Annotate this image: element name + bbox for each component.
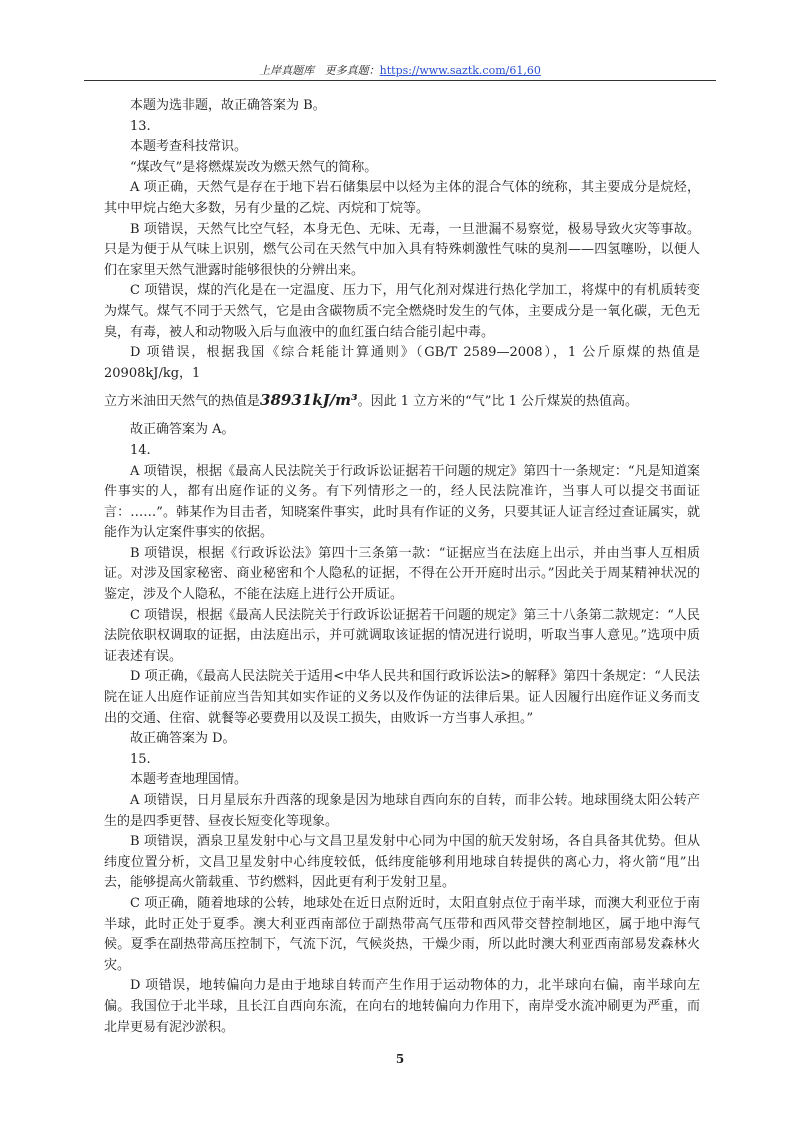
paragraph: D 项错误，地转偏向力是由于地球自转而产生作用于运动物体的力，北半球向右偏，南半球向左偏。我国位于北半球，且长江自西向东流，在向右的地转偏向力作用下，南岸受水流冲刷更为严重，而北岸更易有泥沙淤积。 [104,978,700,1035]
paragraph: A 项错误，日月星辰东升西落的现象是因为地球自西向东的自转，而非公转。地球围绕太阳公转产生的是四季更替、昼夜长短变化等现象。 [104,793,700,829]
paragraph: D 项错误，根据我国《综合耗能计算通则》（GB/T 2589—2008），1 公斤原煤的热值是 20908kJ/kg，1 [104,345,700,381]
paragraph: B 项错误，天然气比空气轻，本身无色、无味、无毒，一旦泄漏不易察觉，极易导致火灾等事故。只是为便于从气味上识别，燃气公司在天然气中加入具有特殊刺激性气味的臭剂——四氢噻吩，以便人们在家里天然气泄露时能够很快的分辨出来。 [104,221,700,278]
page-number: 5 [395,1052,405,1066]
paragraph: C 项错误，根据《最高人民法院关于行政诉讼证据若干问题的规定》第三十八条第二款规定：“人民法院依职权调取的证据，由法庭出示，并可就调取该证据的情况进行说明，听取当事人意见。”选项中质证表述有误。 [104,607,700,664]
paragraph: B 项错误，酒泉卫星发射中心与文昌卫星发射中心同为中国的航天发射场，各自具备其优势。但从纬度位置分析，文昌卫星发射中心纬度较低，低纬度能够利用地球自转提供的离心力，将火箭“甩”出去，能够提高火箭载重、节约燃料，因此更有利于发射卫星。 [104,834,700,891]
header-brand: 上岸真题库 [259,64,315,77]
question-number: 14. [130,442,151,458]
formula-prefix: 立方米油田天然气的热值是 [104,394,261,410]
paragraph: A 项正确，天然气是存在于地下岩石储集层中以烃为主体的混合气体的统称，其主要成分是烷烃，其中甲烷占绝大多数，另有少量的乙烷、丙烷和丁烷等。 [104,180,700,216]
header-link[interactable]: https://www.saztk.com/61,60 [379,64,541,77]
page-header [0,62,800,78]
heat-value-formula: 38931kJ/m³ [260,391,358,410]
paragraph: “煤改气”是将燃煤炭改为燃天然气的简称。 [130,159,378,175]
paragraph: D 项正确，《最高人民法院关于适用<中华人民共和国行政诉讼法>的解释》第四十条规定：“人民法院在证人出庭作证前应当告知其如实作证的义务以及作伪证的法律后果。证人因履行出庭作证义务而支出的交通、住宿、就餐等必要费用以及误工损失，由败诉一方当事人承担。” [104,669,700,726]
paragraph: A 项错误，根据《最高人民法院关于行政诉讼证据若干问题的规定》第四十一条规定：“凡是知道案件事实的人，都有出庭作证的义务。有下列情形之一的，经人民法院准许，当事人可以提交书面证言：……”。韩某作为目击者，知晓案件事实，此时具有作证的义务，只要其证人证言经过查证属实，就能作为认定案件事实的依据。 [104,463,700,541]
question-number: 13. [130,118,151,134]
paragraph: B 项错误，根据《行政诉讼法》第四十三条第一款：“证据应当在法庭上出示，并由当事人互相质证。对涉及国家秘密、商业秘密和个人隐私的证据，不得在公开开庭时出示。”因此关于周某精神状况的鉴定，涉及个人隐私，不能在法庭上进行公开质证。 [104,545,700,603]
formula-line [104,384,700,416]
paragraph: 本题考查科技常识。 [130,139,248,155]
formula-suffix: 。因此 1 立方米的“气”比 1 公斤煤炭的热值高。 [357,394,638,410]
answer-content [104,96,700,1038]
paragraph: C 项正确，随着地球的公转，地球处在近日点附近时，太阳直射点位于南半球，而澳大利亚位于南半球，此时正处于夏季。澳大利亚西南部位于副热带高气压带和西风带交替控制地区，属于地中海气候。夏季在副热带高压控制下，气流下沉，气候炎热，干燥少雨，所以此时澳大利亚西南部易发森林火灾。 [104,895,700,973]
answer-line: 故正确答案为 A。 [130,422,235,438]
paragraph: 本题考查地理国情。 [130,772,248,788]
answer-line: 故正确答案为 D。 [130,731,236,747]
header-more-label: 更多真题： [324,64,380,77]
paragraph: 本题为选非题，故正确答案为 B。 [130,98,326,113]
header-divider [84,80,716,81]
paragraph: C 项错误，煤的汽化是在一定温度、压力下，用气化剂对煤进行热化学加工，将煤中的有机质转变为煤气。煤气不同于天然气，它是由含碳物质不完全燃烧时发生的气体，主要成分是一氧化碳，无色无臭，有毒，被人和动物吸入后与血液中的血红蛋白结合能引起中毒。 [104,283,700,340]
question-number: 15. [130,751,151,767]
